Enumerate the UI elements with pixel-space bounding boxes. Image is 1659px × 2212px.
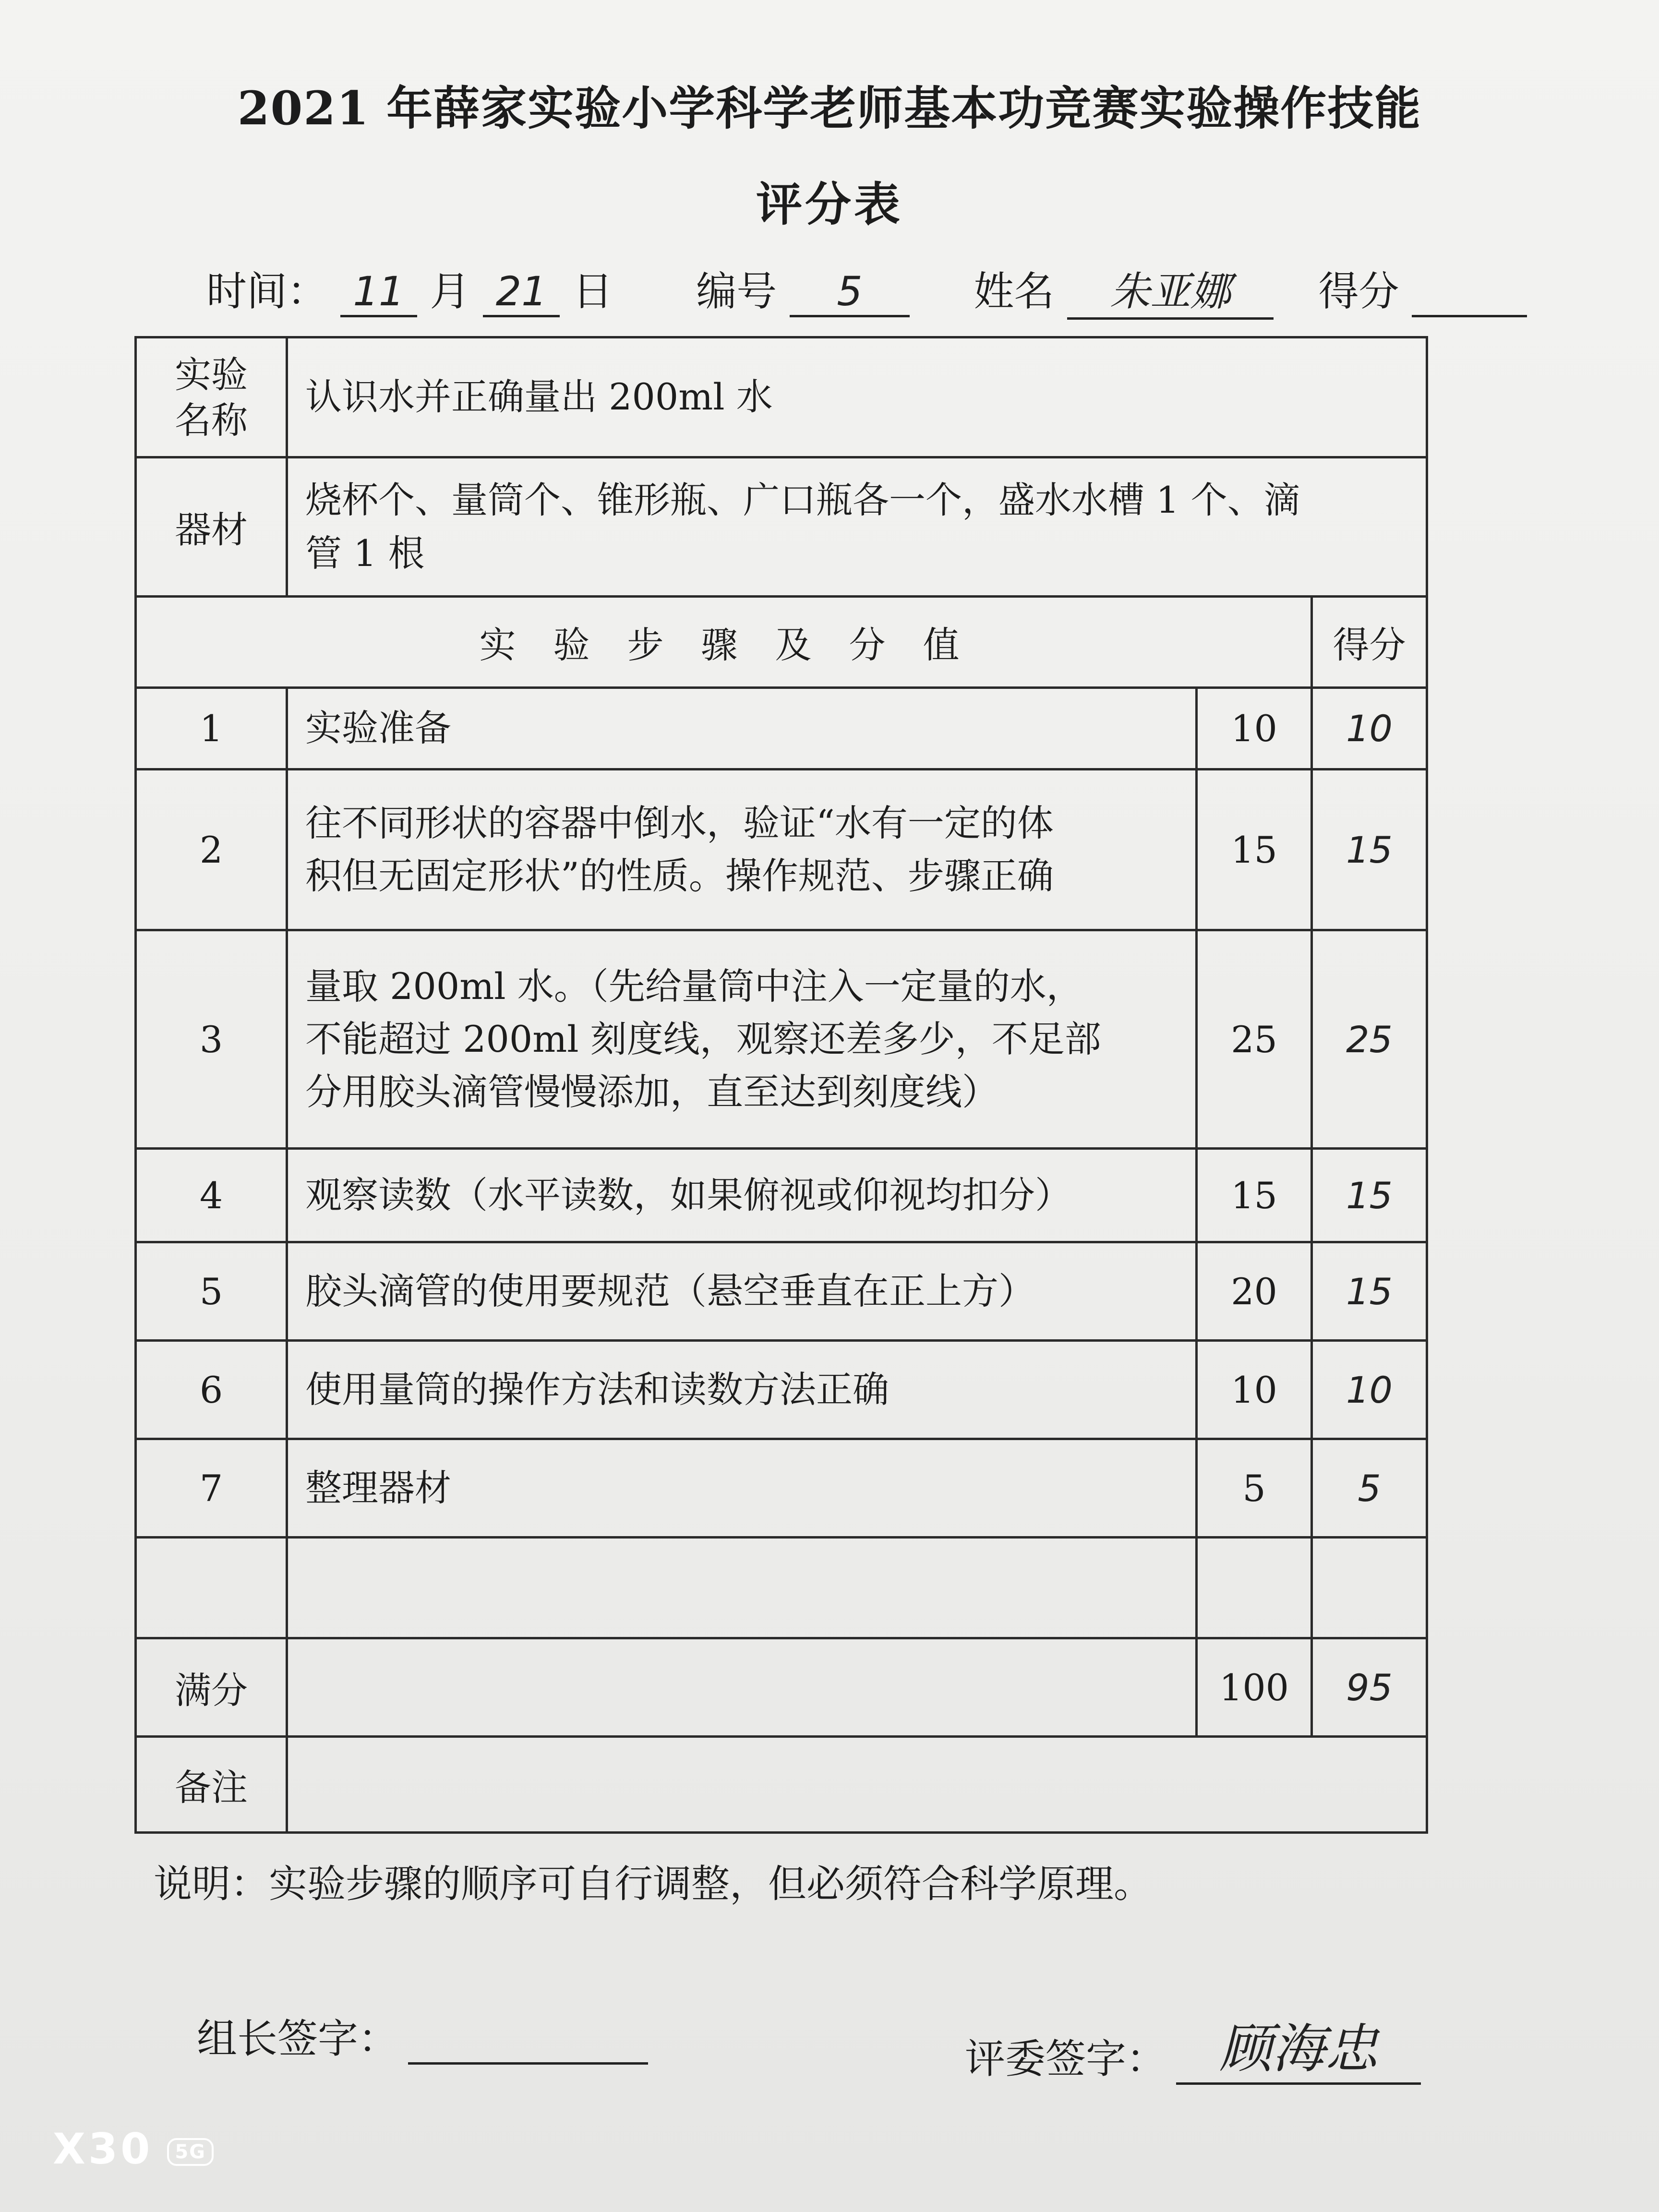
step-points: 15: [1197, 769, 1312, 930]
blank-cell: [136, 1538, 287, 1638]
network-badge: 5G: [167, 2138, 214, 2166]
table-row: [136, 688, 1427, 769]
score-label: 得分: [1318, 268, 1399, 315]
score-blank: [1412, 268, 1527, 317]
step-description-line: 不能超过 200ml 刻度线，观察还差多少，不足部: [305, 1017, 1101, 1060]
steps-header-row: [136, 597, 1427, 688]
step-number: 4: [136, 1149, 287, 1242]
full-score-points: 100: [1197, 1638, 1312, 1737]
blank-cell: [287, 1538, 1197, 1638]
step-points: 10: [1197, 688, 1312, 769]
remarks-row: [136, 1737, 1427, 1833]
equipment-value: [287, 457, 1427, 597]
steps-header: 实验步骤及分值: [136, 597, 1312, 688]
judge-signature-label: 评委签字：: [965, 2035, 1167, 2082]
step-description-line: 积但无固定形状”的性质。操作规范、步骤正确: [305, 854, 1054, 897]
experiment-name-label-line2: 名称: [175, 398, 248, 442]
step-description: 使用量筒的操作方法和读数方法正确: [287, 1341, 1197, 1439]
judge-signature-value: 顾海忠: [1219, 2018, 1378, 2080]
step-description-line: 量取 200ml 水。（先给量筒中注入一定量的水，: [305, 964, 1083, 1008]
remarks-value: [287, 1737, 1427, 1833]
step-number: 3: [136, 930, 287, 1149]
step-description: [287, 930, 1197, 1149]
month-value: 11: [340, 268, 417, 317]
step-description: 实验准备: [287, 688, 1197, 769]
judge-signature-line: [1176, 2007, 1421, 2085]
score-table: [134, 336, 1428, 1834]
blank-row: [136, 1538, 1427, 1638]
leader-signature-line: [408, 2015, 648, 2065]
step-description: [287, 769, 1197, 930]
equipment-line2: 管 1 根: [305, 531, 425, 575]
step-number: 7: [136, 1439, 287, 1538]
step-description-line: 分用胶头滴管慢慢添加，直至达到刻度线）: [305, 1070, 998, 1114]
instruction-note: 说明：实验步骤的顺序可自行调整，但必须符合科学原理。: [154, 1862, 1152, 1906]
full-score-row: [136, 1638, 1427, 1737]
table-row: [136, 1242, 1427, 1341]
equipment-label: 器材: [136, 457, 287, 597]
blank-cell: [287, 1638, 1197, 1737]
step-points: 10: [1197, 1341, 1312, 1439]
time-label: 时间：: [206, 268, 328, 315]
step-points: 25: [1197, 930, 1312, 1149]
month-label: 月: [430, 268, 470, 315]
step-description: 观察读数（水平读数，如果俯视或仰视均扣分）: [287, 1149, 1197, 1242]
step-score: 10: [1312, 1341, 1427, 1439]
step-number: 2: [136, 769, 287, 930]
info-row: [206, 259, 1527, 320]
step-score: 5: [1312, 1439, 1427, 1538]
step-score: 15: [1312, 769, 1427, 930]
day-value: 21: [483, 268, 560, 317]
step-number: 6: [136, 1341, 287, 1439]
full-score-label: 满分: [136, 1638, 287, 1737]
step-score: 10: [1312, 688, 1427, 769]
number-label: 编号: [696, 268, 777, 315]
table-row: [136, 1341, 1427, 1439]
number-value: 5: [790, 268, 910, 317]
document-subtitle: 评分表: [756, 177, 903, 231]
step-description: 胶头滴管的使用要规范（悬空垂直在正上方）: [287, 1242, 1197, 1341]
name-label: 姓名: [974, 268, 1055, 315]
camera-watermark: [53, 2124, 214, 2174]
equipment-row: [136, 457, 1427, 597]
step-points: 20: [1197, 1242, 1312, 1341]
step-score: 25: [1312, 930, 1427, 1149]
step-points: 5: [1197, 1439, 1312, 1538]
table-row: [136, 769, 1427, 930]
table-row: [136, 1439, 1427, 1538]
table-row: [136, 1149, 1427, 1242]
score-header: 得分: [1312, 597, 1427, 688]
remarks-label: 备注: [136, 1737, 287, 1833]
blank-cell: [1312, 1538, 1427, 1638]
table-row: [136, 930, 1427, 1149]
full-score-value: 95: [1312, 1638, 1427, 1737]
step-score: 15: [1312, 1242, 1427, 1341]
experiment-name-value: 认识水并正确量出 200ml 水: [287, 337, 1427, 457]
step-description-line: 往不同形状的容器中倒水，验证“水有一定的体: [305, 801, 1054, 844]
name-value: 朱亚娜: [1067, 259, 1274, 320]
camera-model: X30: [53, 2124, 153, 2174]
experiment-name-row: [136, 337, 1427, 457]
step-score: 15: [1312, 1149, 1427, 1242]
experiment-name-label-line1: 实验: [175, 353, 248, 396]
document-title: 2021 年薛家实验小学科学老师基本功竞赛实验操作技能: [237, 81, 1422, 135]
step-points: 15: [1197, 1149, 1312, 1242]
step-number: 1: [136, 688, 287, 769]
day-label: 日: [572, 268, 613, 315]
experiment-name-label: [136, 337, 287, 457]
leader-signature-label: 组长签字：: [197, 2015, 399, 2062]
leader-signature: [197, 2007, 648, 2065]
step-description: 整理器材: [287, 1439, 1197, 1538]
judge-signature: [965, 2007, 1421, 2085]
blank-cell: [1197, 1538, 1312, 1638]
equipment-line1: 烧杯个、量筒个、锥形瓶、广口瓶各一个，盛水水槽 1 个、滴: [305, 479, 1300, 522]
step-number: 5: [136, 1242, 287, 1341]
